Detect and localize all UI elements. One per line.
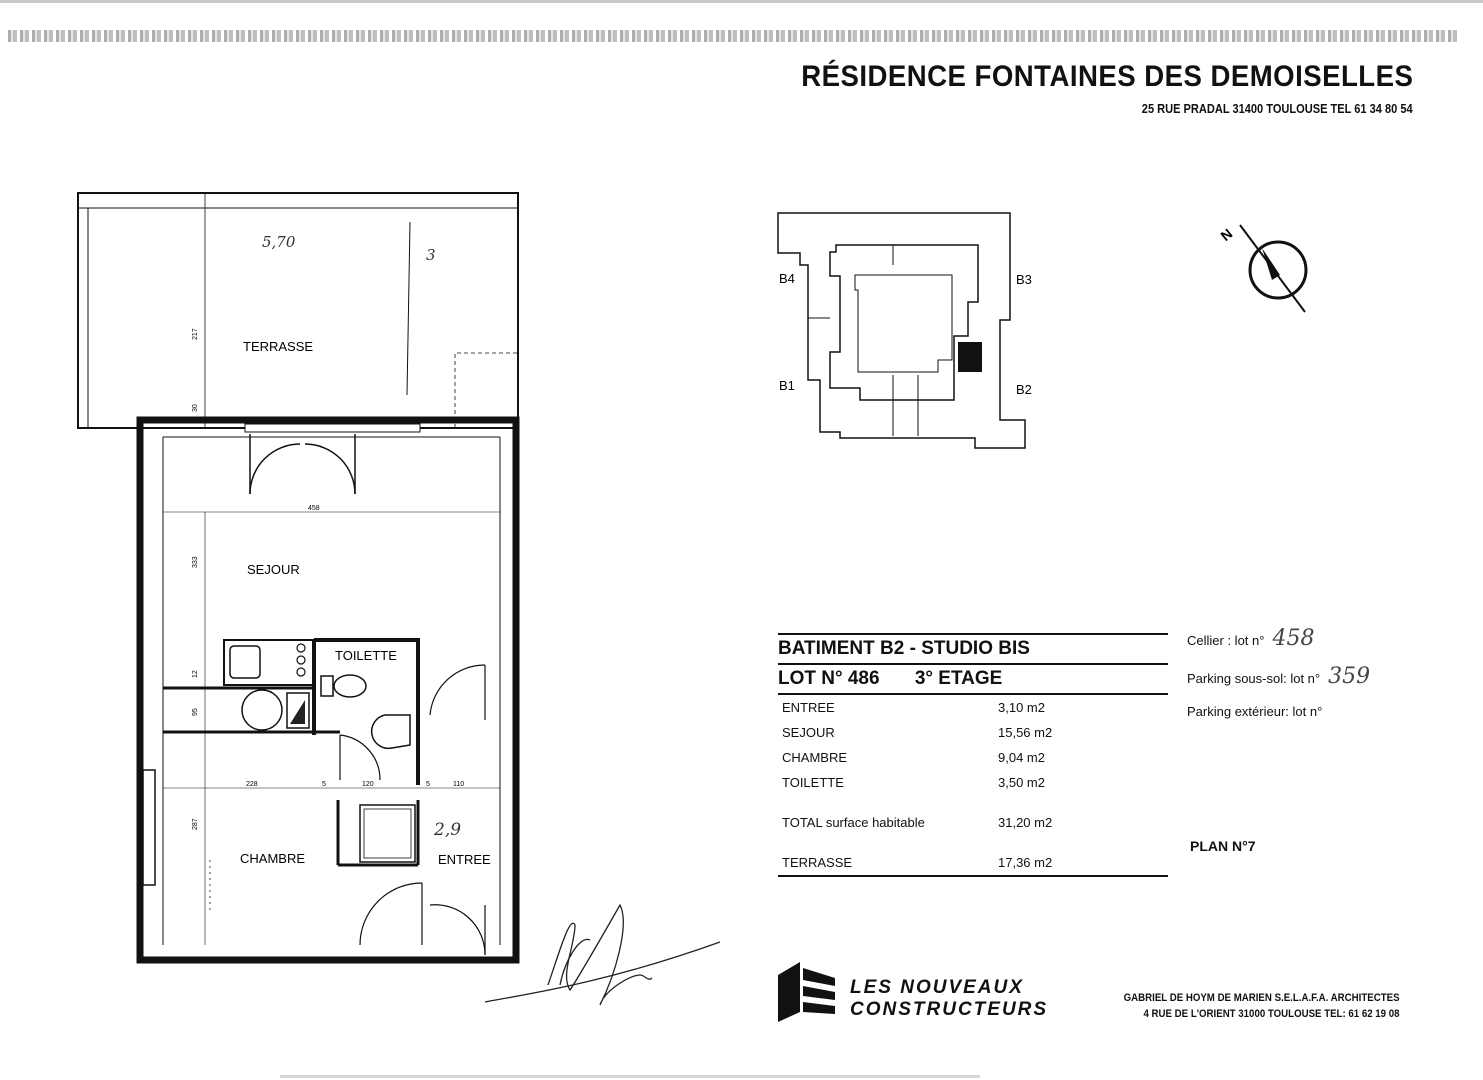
dim-gap-a: 5 xyxy=(322,781,326,788)
lot-number-row xyxy=(778,663,1168,695)
area-row xyxy=(778,745,1168,770)
site-outline xyxy=(778,213,1025,448)
terrace-value: 17,36 m2 xyxy=(998,855,1053,870)
hand-terrace-width: 5,70 xyxy=(262,233,296,251)
room-label-toilette: TOILETTE xyxy=(335,648,397,663)
dim-entree-width: 110 xyxy=(453,781,465,788)
dim-sejour-depth: 333 xyxy=(192,556,199,568)
lot-floor: 3° ETAGE xyxy=(914,668,1003,689)
dim-gap-b: 5 xyxy=(426,781,430,788)
area-row xyxy=(778,695,1168,720)
dim-wall-b: 95 xyxy=(192,708,199,716)
area-value: 3,10 m2 xyxy=(998,700,1045,715)
room-label-sejour: SEJOUR xyxy=(247,562,300,577)
lot-building: BATIMENT B2 - STUDIO BIS xyxy=(778,633,1168,663)
area-room: ENTREE xyxy=(782,700,835,715)
site-label-b3: B3 xyxy=(1016,272,1032,287)
hand-terrace-depth: 3 xyxy=(426,246,436,264)
hand-line xyxy=(407,222,410,395)
signature xyxy=(485,905,720,1005)
residence-address: 25 RUE PRADAL 31400 TOULOUSE TEL 61 34 80 54 xyxy=(1142,101,1413,116)
terrace-label: TERRASSE xyxy=(782,855,853,870)
room-label-chambre: CHAMBRE xyxy=(240,851,306,866)
area-value: 9,04 m2 xyxy=(998,750,1045,765)
architect-line-1: GABRIEL DE HOYM DE MARIEN S.E.L.A.F.A. ARCHITECTES xyxy=(1124,992,1400,1004)
site-label-b2: B2 xyxy=(1016,382,1032,397)
area-room: TOILETTE xyxy=(782,775,844,790)
terrace-row xyxy=(778,850,1168,877)
builder-line-1: LES NOUVEAUX xyxy=(850,977,1024,998)
site-highlight-lot xyxy=(958,342,982,372)
terrace-outline xyxy=(78,193,518,428)
dim-terrace-edge: 30 xyxy=(192,404,199,412)
sink xyxy=(230,646,260,678)
parking-sous-sol-value: 359 xyxy=(1328,664,1371,689)
dim-chambre-depth: 287 xyxy=(192,818,199,830)
lot-number: LOT N° 486 xyxy=(778,668,880,689)
site-label-b1: B1 xyxy=(779,378,795,393)
shower-tray xyxy=(360,805,415,862)
builder-line-2: CONSTRUCTEURS xyxy=(850,999,1049,1020)
residence-title: RÉSIDENCE FONTAINES DES DEMOISELLES xyxy=(800,60,1413,93)
site-label-b4: B4 xyxy=(779,271,795,286)
room-label-entree: ENTREE xyxy=(438,852,491,867)
dim-wall-a: 12 xyxy=(192,670,199,678)
architect-line-2: 4 RUE DE L'ORIENT 31000 TOULOUSE TEL: 61 62 19 08 xyxy=(1143,1008,1400,1020)
washing-machine xyxy=(242,690,282,730)
washbasin xyxy=(372,715,410,748)
cellier-value: 458 xyxy=(1272,626,1315,651)
builder-name xyxy=(850,977,1048,1021)
window-left xyxy=(143,770,155,885)
cellier-label: Cellier : lot n° xyxy=(1187,633,1265,648)
apartment-outer-wall xyxy=(140,420,516,960)
dim-chambre-width: 228 xyxy=(246,781,258,788)
dim-sejour-width: 458 xyxy=(308,505,320,512)
parking-sous-sol-row xyxy=(1187,664,1370,689)
total-row xyxy=(778,810,1168,835)
compass-north-label: N xyxy=(1217,225,1236,245)
wc-bowl xyxy=(334,675,366,697)
lot-summary xyxy=(778,633,1168,877)
hand-entree-width: 2,9 xyxy=(434,820,462,840)
site-plan xyxy=(778,213,1025,448)
compass-icon xyxy=(1240,225,1306,312)
room-label-terrasse: TERRASSE xyxy=(243,339,314,354)
total-value: 31,20 m2 xyxy=(998,815,1053,830)
plan-number: PLAN N°7 xyxy=(1190,838,1256,854)
dim-bath-width: 120 xyxy=(362,781,374,788)
architect-info xyxy=(1124,990,1400,1022)
cellier-row xyxy=(1187,626,1314,651)
french-door xyxy=(250,434,355,494)
builder-logo-icon xyxy=(778,962,835,1022)
parking-exterieur-label: Parking extérieur: lot n° xyxy=(1187,704,1323,719)
parking-sous-sol-label: Parking sous-sol: lot n° xyxy=(1187,671,1321,686)
area-row xyxy=(778,720,1168,745)
area-room: SEJOUR xyxy=(782,725,835,740)
area-room: CHAMBRE xyxy=(782,750,848,765)
area-row xyxy=(778,770,1168,795)
window-top xyxy=(245,424,420,432)
wc-tank xyxy=(321,676,333,696)
area-value: 3,50 m2 xyxy=(998,775,1045,790)
total-label: TOTAL surface habitable xyxy=(782,815,925,830)
area-value: 15,56 m2 xyxy=(998,725,1053,740)
dim-terrace-depth: 217 xyxy=(192,328,199,340)
